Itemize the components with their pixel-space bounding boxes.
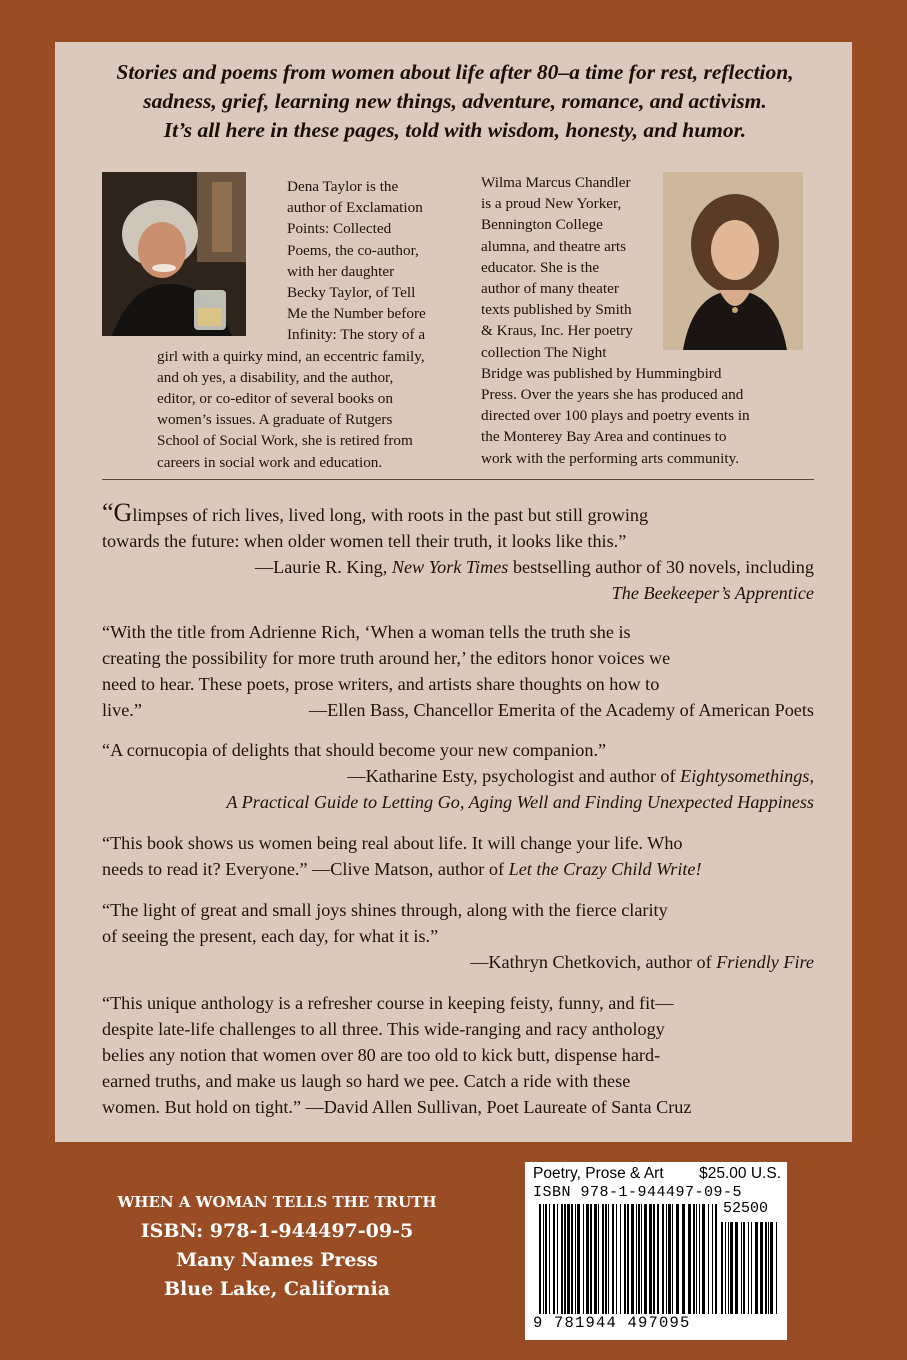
bio-line: School of Social Work, she is retired from [157,432,413,450]
barcode-bar [657,1204,659,1314]
barcode-bar [730,1222,733,1314]
barcode-bar [748,1222,749,1314]
barcode-bar [545,1204,547,1314]
bio-line: Points: Collected [287,220,392,238]
barcode-bar [712,1204,713,1314]
bio-line: careers in social work and education. [157,453,383,471]
barcode-bar [539,1204,541,1314]
barcode-isbn: ISBN 978-1-944497-09-5 [533,1184,743,1201]
bio-line: Wilma Marcus Chandler [481,174,631,191]
blurb-kathryn-chetkovich [102,897,814,975]
barcode-bar [641,1204,642,1314]
bio-wilma-marcus-chandler [481,172,750,469]
barcode-bar [608,1204,609,1314]
press-location: Blue Lake, California [163,1278,390,1300]
barcode-bar [575,1204,576,1314]
quote-line: “This unique anthology is a refresher course in keeping feisty, funny, and fit— [102,993,674,1013]
bio-line: collection The Night [481,343,607,361]
book-title: Eightysomethings, [680,766,814,786]
quote-line: “With the title from Adrienne Rich, ‘When a woman tells the truth she is [102,622,631,642]
publisher-info [112,1188,442,1304]
barcode-bar [702,1204,705,1314]
quote-line: women. But hold on tight.” —David Allen Sullivan, Poet Laureate of Santa Cruz [102,1097,692,1117]
book-title: Friendly Fire [716,952,814,972]
author-photo-dena-taylor [102,172,246,336]
quote-line: limpses of rich lives, lived long, with roots in the past but still growing [132,505,649,525]
tagline-line: It’s all here in these pages, told with wisdom, honesty, and humor. [163,118,747,142]
barcode-bar [693,1204,695,1314]
bio-line: directed over 100 plays and poetry events in [481,407,750,425]
barcode-bar [715,1204,717,1314]
tagline-line: Stories and poems from women about life after 80–a time for rest, reflection, [116,60,794,84]
tagline [95,58,815,145]
barcode-bar [751,1222,752,1314]
quote-attribution [102,763,814,789]
barcode-bar [644,1204,647,1314]
bio-line: educator. She is the [481,258,600,276]
barcode-bar [571,1204,573,1314]
barcode-bar [668,1204,671,1314]
book-title-caps: WHEN A WOMAN TELLS THE TRUTH [117,1193,437,1211]
bio-line: author of many theater [481,280,619,298]
price-label: $25.00 U.S. [699,1165,781,1182]
barcode-bar [699,1204,700,1314]
bio-line: Me the Number before [287,305,426,323]
bio-line: with her daughter [287,262,395,280]
barcode-bar [638,1204,640,1314]
barcode-bar [543,1204,544,1314]
barcode-bar [620,1204,621,1314]
barcode-bar [605,1204,607,1314]
barcode-bar [682,1204,685,1314]
barcode-bar [666,1204,667,1314]
quote-line: creating the possibility for more truth around her,’ the editors honor voices we [102,648,671,668]
quote-line: belies any notion that women over 80 are too old to kick butt, dispense hard- [102,1045,661,1065]
bio-line: Infinity: The story of a [287,326,426,344]
barcode-bar [765,1222,767,1314]
barcode-bar [776,1222,777,1314]
quote-line: needs to read it? Everyone.” —Clive Matson, author of [102,859,509,879]
attribution-text: —Kathryn Chetkovich, author of [470,952,717,972]
barcode-bar [590,1204,592,1314]
bio-line: and oh yes, a disability, and the author, [157,368,394,386]
barcode-addon-bars [721,1222,779,1314]
barcode-bar [557,1204,558,1314]
section-divider [102,479,814,480]
press-name: Many Names Press [176,1249,378,1271]
book-title: Let the Crazy Child Write! [508,859,702,879]
barcode-bar [577,1204,580,1314]
quote-attribution [102,554,814,580]
blurb-ellen-bass [102,619,814,723]
attribution-publication: New York Times [391,557,509,577]
quote-attribution [102,949,814,975]
barcode-bar [564,1204,566,1314]
quote-line: of seeing the present, each day, for what it is.” [102,926,439,946]
barcode-bar [649,1204,652,1314]
barcode-bar [725,1222,726,1314]
tagline-line: sadness, grief, learning new things, adventure, romance, and activism. [143,89,767,113]
bio-line: Dena Taylor is the [287,178,399,195]
bio-line: Poems, the co-author, [287,241,419,259]
quote-line: “This book shows us women being real about life. It will change your life. Who [102,833,683,853]
barcode-bar [602,1204,604,1314]
bio-line: women’s issues. A graduate of Rutgers [157,411,393,429]
book-title: A Practical Guide to Letting Go, Aging Well and Finding Unexpected Happiness [226,792,814,812]
quote-line: “A cornucopia of delights that should become your new companion.” [102,740,607,760]
barcode-bar [676,1204,679,1314]
barcode-bar [755,1222,758,1314]
barcode-bar [708,1204,709,1314]
barcode-bar [586,1204,589,1314]
attribution-text: —Katharine Esty, psychologist and author of [347,766,681,786]
barcode-bar [549,1204,550,1314]
bio-line: alumna, and theatre arts [481,237,627,255]
isbn-text: ISBN: 978-1-944497-09-5 [140,1220,414,1242]
barcode-digits: 9 781944 497095 [533,1314,691,1332]
bio-line: the Monterey Bay Area and continues to [481,428,727,446]
barcode-bar [688,1204,691,1314]
barcode-bar [553,1204,555,1314]
quote-line: towards the future: when older women tell their truth, it looks like this.” [102,531,627,551]
bio-dena-taylor [157,176,426,473]
barcode-bar [662,1204,664,1314]
barcode-bar [583,1204,584,1314]
barcode-bar [741,1222,742,1314]
barcode-bar [624,1204,626,1314]
barcode-bar [672,1204,673,1314]
bio-line: Bridge was published by Hummingbird [481,364,722,382]
barcode-bar [627,1204,629,1314]
bio-line: editor, or co-editor of several books on [157,390,393,408]
book-title: The Beekeeper’s Apprentice [611,583,814,603]
barcode-bar [696,1204,697,1314]
bio-line: work with the performing arts community. [481,449,739,467]
barcode-bar [631,1204,634,1314]
quote-line: “The light of great and small joys shines through, along with the fierce clarity [102,900,668,920]
barcode-bar [636,1204,637,1314]
bio-line: girl with a quirky mind, an eccentric family, [157,347,425,365]
barcode-bar [567,1204,570,1314]
barcode-bar [721,1222,723,1314]
barcode-bars [539,1204,717,1314]
quote-line: live.” [102,700,142,720]
blurb-laurie-king [102,500,814,606]
bio-line: & Kraus, Inc. Her poetry [481,322,633,340]
barcode-bar [768,1222,769,1314]
quote-line: need to hear. These poets, prose writers, and artists share thoughts on how to [102,674,660,694]
barcode-box [525,1162,787,1340]
barcode-bar [598,1204,599,1314]
quote-attribution: —Ellen Bass, Chancellor Emerita of the Academy of American Poets [308,700,814,720]
barcode-bar [728,1222,729,1314]
bio-line: Becky Taylor, of Tell [287,284,416,302]
barcode-bar [561,1204,563,1314]
drop-cap: “G [102,498,133,527]
barcode-bar [594,1204,597,1314]
quote-line: despite late-life challenges to all three. This wide-ranging and racy anthology [102,1019,665,1039]
blurb-katharine-esty [102,737,814,815]
bio-line: texts published by Smith [481,301,632,319]
back-cover-panel [55,42,852,1142]
barcode-bar [616,1204,617,1314]
bio-line: Press. Over the years she has produced and [481,386,744,404]
bio-line: is a proud New Yorker, [481,195,622,213]
barcode-addon-digits: 52500 [723,1200,769,1217]
barcode-bar [612,1204,614,1314]
attribution-text: bestselling author of 30 novels, including [508,557,814,577]
barcode-bar [760,1222,763,1314]
attribution-text: —Laurie R. King, [254,557,392,577]
bio-line: author of Exclamation [287,199,423,217]
bio-line: Bennington College [481,216,603,234]
barcode-bar [770,1222,773,1314]
subject-category: Poetry, Prose & Art [533,1165,664,1182]
blurb-clive-matson [102,830,814,882]
quote-line: earned truths, and make us laugh so hard we pee. Catch a ride with these [102,1071,631,1091]
barcode-bar [735,1222,738,1314]
barcode-bar [653,1204,655,1314]
blurb-david-allen-sullivan [102,990,814,1120]
barcode-bar [743,1222,745,1314]
